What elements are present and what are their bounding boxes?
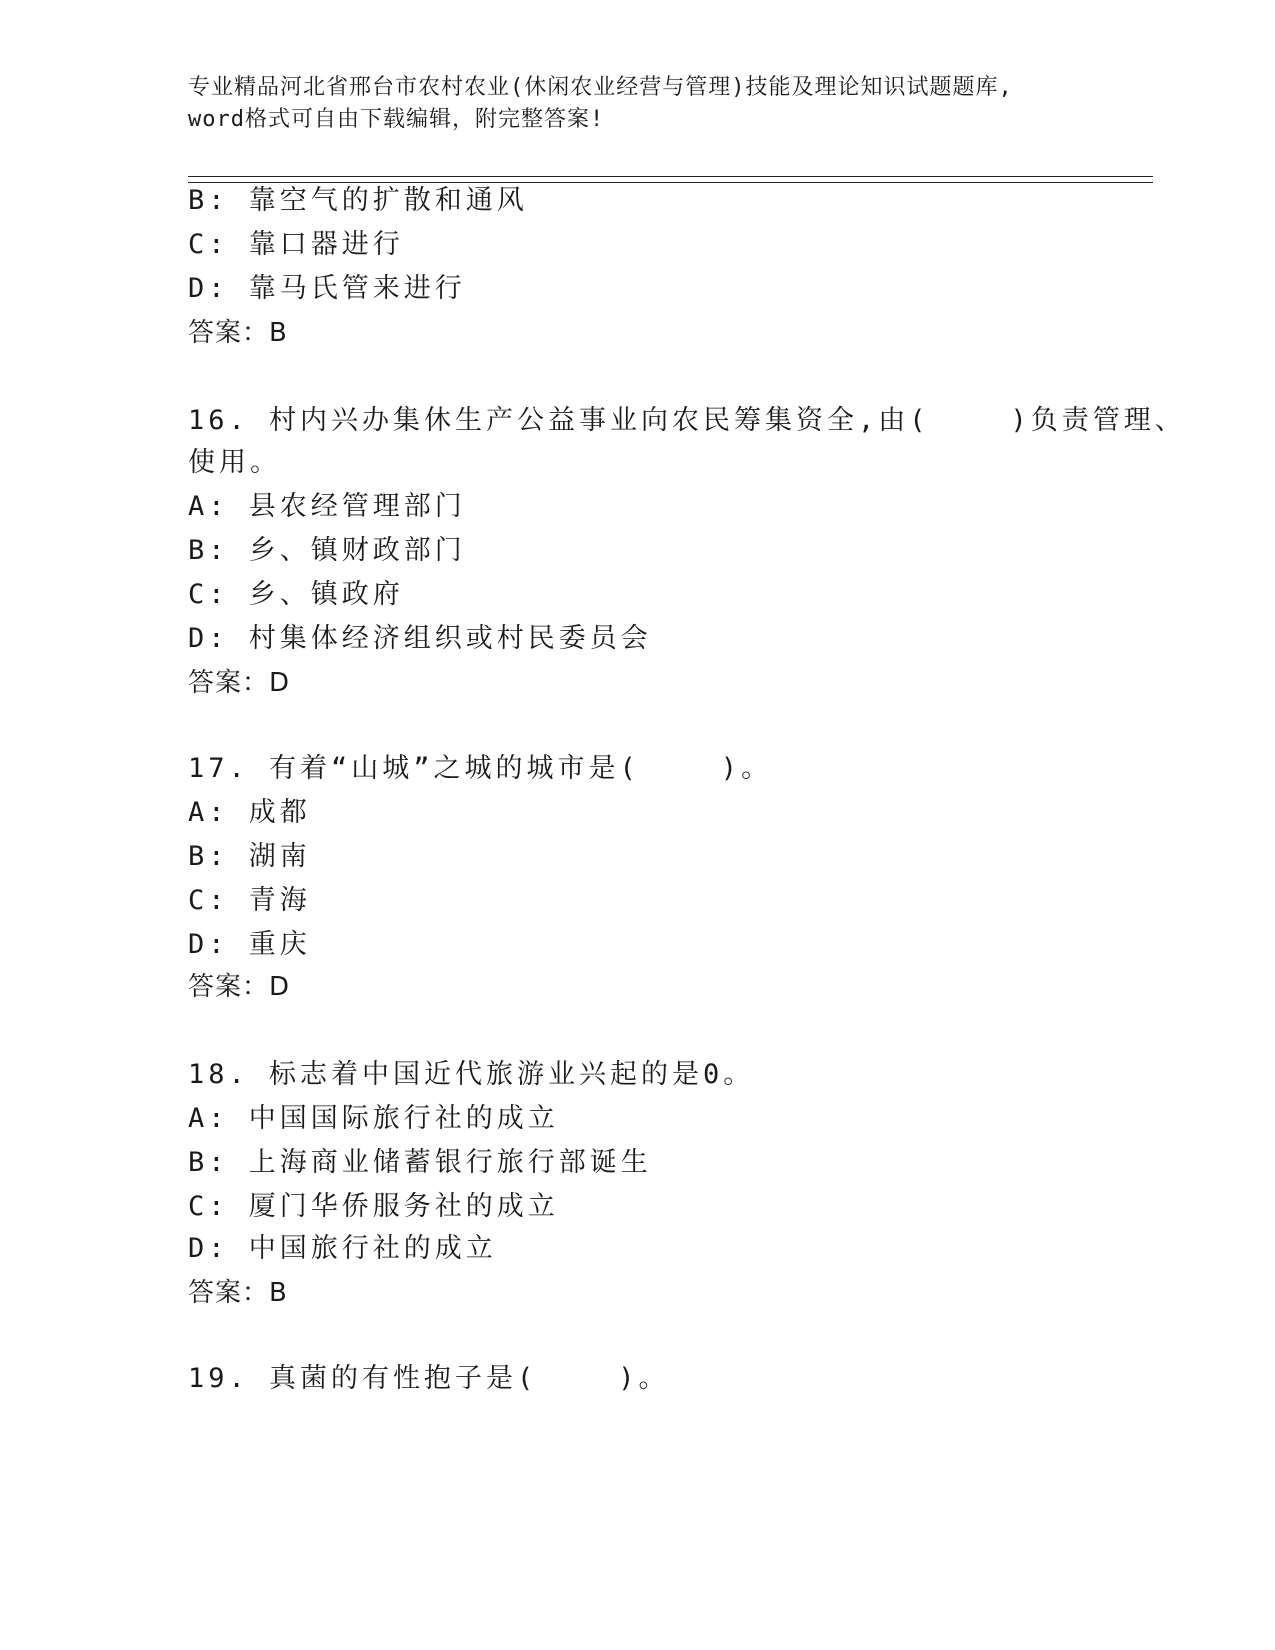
q18-option-a: A: 中国国际旅行社的成立 (188, 1103, 559, 1134)
q18-option-c: C: 厦门华侨服务社的成立 (188, 1191, 559, 1222)
q18-answer: 答案：B (188, 1278, 288, 1308)
q17-option-b: B: 湖南 (188, 841, 311, 872)
q17-option-a: A: 成都 (188, 797, 311, 828)
q16-option-a: A: 县农经管理部门 (188, 491, 466, 522)
q16-option-b: B: 乡、镇财政部门 (188, 535, 466, 566)
q18-option-b: B: 上海商业储蓄银行旅行部诞生 (188, 1147, 652, 1178)
q18-stem: 18. 标志着中国近代旅游业兴起的是0。 (188, 1059, 755, 1090)
q16-option-c: C: 乡、镇政府 (188, 579, 404, 610)
q15-option-c: C: 靠口器进行 (188, 229, 404, 260)
q17-stem: 17. 有着“山城”之城的城市是( )。 (188, 753, 773, 784)
header-double-rule (188, 176, 1153, 183)
header-title-line-1: 专业精品河北省邢台市农村农业(休闲农业经营与管理)技能及理论知识试题题库, (188, 75, 1013, 100)
document-header (188, 72, 1088, 136)
q15-option-b: B: 靠空气的扩散和通风 (188, 185, 528, 216)
q16-stem-line-1: 16. 村内兴办集休生产公益事业向农民筹集资全,由( )负责管理、 (188, 405, 1186, 436)
q18-option-d: D: 中国旅行社的成立 (188, 1233, 497, 1264)
q17-option-c: C: 青海 (188, 885, 311, 916)
q19-stem: 19. 真菌的有性抱子是( )。 (188, 1363, 670, 1394)
q15-answer: 答案：B (188, 318, 288, 348)
q16-option-d: D: 村集体经济组织或村民委员会 (188, 623, 652, 654)
q16-answer: 答案：D (188, 668, 291, 698)
q16-stem-line-2: 使用。 (188, 447, 281, 478)
header-title-line-2: word格式可自由下载编辑，附完整答案! (188, 107, 605, 132)
q15-option-d: D: 靠马氏管来进行 (188, 273, 466, 304)
q17-option-d: D: 重庆 (188, 929, 311, 960)
q17-answer: 答案：D (188, 972, 291, 1002)
